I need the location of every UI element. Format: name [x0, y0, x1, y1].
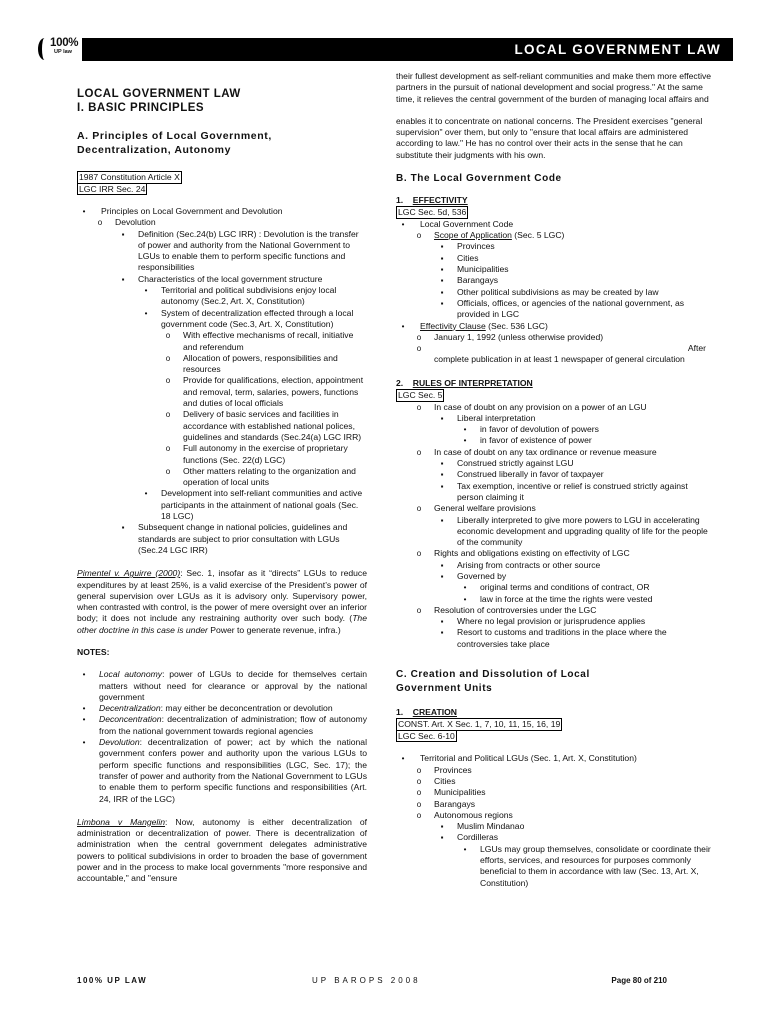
bullet-marker: ▪ — [440, 459, 444, 469]
list-item: ▪ Tax exemption, incentive or relief is construed strictly against person claiming it — [396, 481, 716, 504]
bullet-marker: ▪ — [440, 287, 444, 297]
list-item: • law in force at the time the rights were vested — [396, 594, 716, 605]
list-item: o Delivery of basic services and facilities in accordance with established national polices, guidelines and standards (Sec.24(a) LGC IRR) — [77, 409, 367, 443]
list-item: ▪ Officials, offices, or agencies of the national government, as provided in LGC — [396, 298, 716, 321]
bullet-marker: • — [463, 436, 467, 446]
bullet-marker: o — [165, 376, 171, 386]
bullet-marker: • — [463, 425, 467, 435]
section-c-heading-line2: Government Units — [396, 683, 493, 695]
list-item: • original terms and conditions of contract, OR — [396, 582, 716, 593]
list-item: o Provinces — [396, 765, 716, 776]
bullet-marker: o — [97, 218, 103, 228]
list-item: o Scope of Application (Sec. 5 LGC) — [396, 230, 716, 241]
list-item: o General welfare provisions — [396, 503, 716, 514]
list-item: ▪ Liberally interpreted to give more powers to LGU in accelerating economic development and upgrading quality of life for the people of the community — [396, 515, 716, 549]
notes-list — [77, 669, 367, 805]
bullet-marker: ▪ — [440, 822, 444, 832]
effectivity-outline — [396, 219, 716, 343]
bullet-marker: ▪ — [440, 298, 444, 308]
list-item: • in favor of devolution of powers — [396, 424, 716, 435]
list-item: o Municipalities — [396, 787, 716, 798]
bullet-marker: ▪ — [440, 571, 444, 581]
section-b-heading: B. The Local Government Code — [396, 173, 562, 185]
note-term: Deconcentration — [99, 714, 162, 725]
bullet-marker: ▪ — [121, 523, 125, 533]
bullet-marker: ▪ — [440, 470, 444, 480]
section-a-heading-line2: Decentralization, Autonomy — [77, 144, 232, 156]
reference-constitution-creation: CONST. Art. X Sec. 1, 7, 10, 11, 15, 16, 19 — [398, 719, 561, 730]
bullet-marker: ▪ — [440, 560, 444, 570]
list-item: ▪ Arising from contracts or other source — [396, 560, 716, 571]
up-law-logo — [36, 34, 82, 64]
bullet-marker: o — [165, 353, 171, 363]
bullet-marker: ▪ — [440, 515, 444, 525]
list-item: ▪ Where no legal provision or jurisprudence applies — [396, 616, 716, 627]
case-limbona: Limbona v Mangelin: Now, autonomy is either decentralization of administration or decentralization of power. There is decentralization of administration when the central government delegates administrative powers to political subdivisions in order to broaden the base of government power and in the process to make local governments "more responsive and accountable," and "ensure — [77, 816, 367, 884]
bullet-marker: o — [416, 776, 422, 786]
bullet-marker: • — [401, 754, 405, 764]
right-column — [396, 71, 716, 889]
list-item: o Barangays — [396, 799, 716, 810]
list-item: o Full autonomy in the exercise of proprietary functions (Sec. 22(d) LGC) — [77, 443, 367, 466]
logo-number: 100% — [50, 37, 79, 49]
bullet-marker: o — [416, 402, 422, 412]
list-item: o Devolution — [77, 217, 367, 228]
bullet-marker: o — [165, 444, 171, 454]
reference-lgc-irr: LGC IRR Sec. 24 — [79, 183, 146, 194]
reference-lgc-creation: LGC Sec. 6-10 — [398, 730, 455, 741]
list-item: ▪ Resort to customs and traditions in the place where the controversies take place — [396, 627, 716, 650]
list-item: o After complete publication in at least 1 newspaper of general circulation — [416, 343, 706, 365]
list-item: ▪ Construed liberally in favor of taxpayer — [396, 469, 716, 480]
bullet-marker: o — [165, 466, 171, 476]
list-item: o Other matters relating to the organization and operation of local units — [77, 466, 367, 489]
devolution-outline — [77, 206, 367, 556]
note-term: Devolution — [99, 737, 140, 748]
list-item: • Territorial and Political LGUs (Sec. 1, Art. X, Constitution) — [396, 753, 716, 764]
case-name: Pimentel v. Aguirre (2000) — [77, 568, 181, 579]
bullet-marker: • — [463, 844, 467, 854]
interpretation-heading: 2. RULES OF INTERPRETATION — [396, 377, 533, 388]
list-item: o Autonomous regions — [396, 810, 716, 821]
bullet-marker: ▪ — [121, 274, 125, 284]
bullet-marker: o — [416, 447, 422, 457]
bullet-marker: • — [463, 583, 467, 593]
header-title: LOCAL GOVERNMENT LAW — [514, 42, 721, 57]
creation-heading: 1. CREATION — [396, 707, 457, 718]
note-item: • Deconcentration: decentralization of administration; flow of autonomy from the national government towards regional agencies — [77, 714, 367, 737]
list-item: • Effectivity Clause (Sec. 536 LGC) — [396, 321, 716, 332]
list-item: ▪ Barangays — [396, 275, 716, 286]
list-item: ▪ Definition (Sec.24(b) LGC IRR) : Devolution is the transfer of power and authority from the National Government to LGUs to enable them to perform specific functions and responsibilities — [77, 229, 367, 274]
note-item: • Local autonomy: power of LGUs to decide for themselves certain matters without need for clearance or approval by the national government — [77, 669, 367, 703]
note-item: • Devolution: decentralization of power; act by which the national government confers power and authority upon the various LGUs to perform specific functions and responsibilities (LGC, Sec. 17); the transfer of power and authority from the National Government to LGUs to enable them to perform specific functions and responsibilities (Art. 24, IRR of the LGC) — [77, 737, 367, 805]
list-item: o Allocation of powers, responsibilities and resources — [77, 353, 367, 376]
list-item: o In case of doubt on any tax ordinance or revenue measure — [396, 447, 716, 458]
list-item: ▪ Construed strictly against LGU — [396, 458, 716, 469]
bullet-marker: • — [82, 704, 86, 714]
bullet-marker: • — [463, 594, 467, 604]
bullet-marker: • — [144, 489, 148, 499]
bullet-marker: • — [144, 308, 148, 318]
list-item: ▪ Municipalities — [396, 264, 716, 275]
bullet-marker: o — [416, 765, 422, 775]
page-header-bar — [38, 38, 733, 61]
list-item: ▪ Subsequent change in national policies, guidelines and standards are subject to prior consultation with LGUs (Sec.24 LGC IRR) — [77, 522, 367, 556]
left-column — [77, 70, 367, 885]
bullet-marker: ▪ — [440, 628, 444, 638]
reference-effectivity: LGC Sec. 5d, 536 — [398, 207, 467, 218]
bullet-marker: o — [416, 799, 422, 809]
notes-label: NOTES: — [77, 646, 110, 657]
section-a-heading-line1: A. Principles of Local Government, — [77, 130, 272, 142]
list-item: o Provide for qualifications, election, appointment and removal, term, salaries, powers, functions and duties of local officials — [77, 375, 367, 409]
bullet-marker: • — [82, 207, 86, 216]
bullet-marker: • — [401, 321, 405, 331]
bullet-marker: • — [401, 219, 405, 229]
bullet-marker: ▪ — [440, 481, 444, 491]
interpretation-outline — [396, 402, 716, 651]
continued-text-2: enables it to concentrate on national concerns. The President exercises "general supervision" over them, but only to "ensure that local affairs are administered according to law." He has no control over their acts in the sense that he can substitute their judgments with his own. — [396, 115, 703, 160]
note-term: Local autonomy — [99, 669, 163, 680]
footer-left: 100% UP LAW — [77, 976, 148, 985]
list-item: o With effective mechanisms of recall, initiative and referendum — [77, 330, 367, 353]
list-item: ▪ Cordilleras — [396, 832, 716, 843]
list-item: • in favor of existence of power — [396, 435, 716, 446]
document-title: LOCAL GOVERNMENT LAW — [77, 88, 241, 100]
list-item: o Resolution of controversies under the LGC — [396, 605, 716, 616]
list-item: o Cities — [396, 776, 716, 787]
list-item: ▪ Liberal interpretation — [396, 413, 716, 424]
continued-text-1: their fullest development as self-reliant communities and make them more effective partners in the pursuit of national development and social progress." At the same time, it relieves the central government of the burden of managing local affairs and — [396, 71, 712, 104]
section-c-heading-line1: C. Creation and Dissolution of Local — [396, 669, 590, 681]
bullet-marker: ▪ — [440, 617, 444, 627]
footer-center: UP BAROPS 2008 — [312, 976, 421, 985]
list-item: ▪ Cities — [396, 253, 716, 264]
bullet-marker: o — [165, 331, 171, 341]
bullet-marker: ▪ — [440, 276, 444, 286]
bullet-marker: o — [416, 810, 422, 820]
list-item: • System of decentralization effected through a local government code (Sec.3, Art. X, Constitution) — [77, 308, 367, 331]
list-item: ▪ Provinces — [396, 241, 716, 252]
case-pimentel: Pimentel v. Aguirre (2000): Sec. 1, insofar as it “directs” LGUs to reduce expenditures by at least 25%, is a valid exercise of the President’s power of general supervision over LGUs as it is advisory only. Supervisory power, when contrasted with control, is the power of mere oversight over an inferior body; it does not include any restraining authority over such body. (The other doctrine in this case is under Power to generate revenue, infra.) — [77, 568, 367, 635]
bullet-marker: o — [416, 549, 422, 559]
note-term: Decentralization — [99, 703, 161, 714]
list-item: ▪ Muslim Mindanao — [396, 821, 716, 832]
bullet-marker: o — [416, 788, 422, 798]
bullet-marker: o — [416, 332, 422, 342]
bullet-marker: o — [165, 410, 171, 420]
chapter-title: I. BASIC PRINCIPLES — [77, 102, 205, 114]
bullet-marker: o — [416, 231, 422, 241]
list-item: o January 1, 1992 (unless otherwise provided) — [396, 332, 716, 343]
case-name: Limbona v Mangelin — [77, 816, 166, 827]
bullet-marker: ▪ — [440, 833, 444, 843]
bullet-marker: ▪ — [440, 265, 444, 275]
list-item: o In case of doubt on any provision on a power of an LGU — [396, 402, 716, 413]
bullet-marker: • — [82, 715, 86, 725]
list-item: • Principles on Local Government and Devolution — [77, 206, 367, 217]
list-item: • Development into self-reliant communities and active participants in the attainment of national goals (Sec. 18 LGC) — [77, 488, 367, 522]
bullet-marker: ▪ — [440, 242, 444, 252]
bullet-marker: ▪ — [121, 229, 125, 239]
creation-outline — [396, 753, 716, 889]
reference-boxes — [77, 171, 367, 195]
effectivity-heading: 1. EFFECTIVITY — [396, 195, 468, 206]
list-item: ▪ Characteristics of the local government structure — [77, 274, 367, 285]
bullet-marker: ▪ — [440, 413, 444, 423]
logo-subtitle: UP law — [54, 49, 72, 55]
list-item: o Rights and obligations existing on effectivity of LGC — [396, 548, 716, 559]
bullet-marker: • — [82, 670, 86, 680]
bullet-marker: • — [82, 738, 86, 748]
bullet-marker: o — [416, 504, 422, 514]
list-item: ▪ Governed by — [396, 571, 716, 582]
reference-constitution: 1987 Constitution Article X — [79, 172, 180, 182]
note-item: • Decentralization: may either be deconcentration or devolution — [77, 703, 367, 714]
list-item: ▪ Other political subdivisions as may be created by law — [396, 287, 716, 298]
list-item: • Territorial and political subdivisions enjoy local autonomy (Sec.2, Art. X, Constitution) — [77, 285, 367, 308]
bullet-marker: ▪ — [440, 253, 444, 263]
bullet-marker: o — [416, 605, 422, 615]
list-item: • LGUs may group themselves, consolidate or coordinate their efforts, services, and resources for purposes commonly beneficial to them in accordance with law (Sec. 13, Art. X, Constitution) — [396, 844, 716, 889]
reference-interpretation: LGC Sec. 5 — [398, 390, 443, 401]
list-item: • Local Government Code — [396, 219, 716, 230]
bullet-marker: • — [144, 286, 148, 296]
page-number: Page 80 of 210 — [611, 976, 667, 985]
